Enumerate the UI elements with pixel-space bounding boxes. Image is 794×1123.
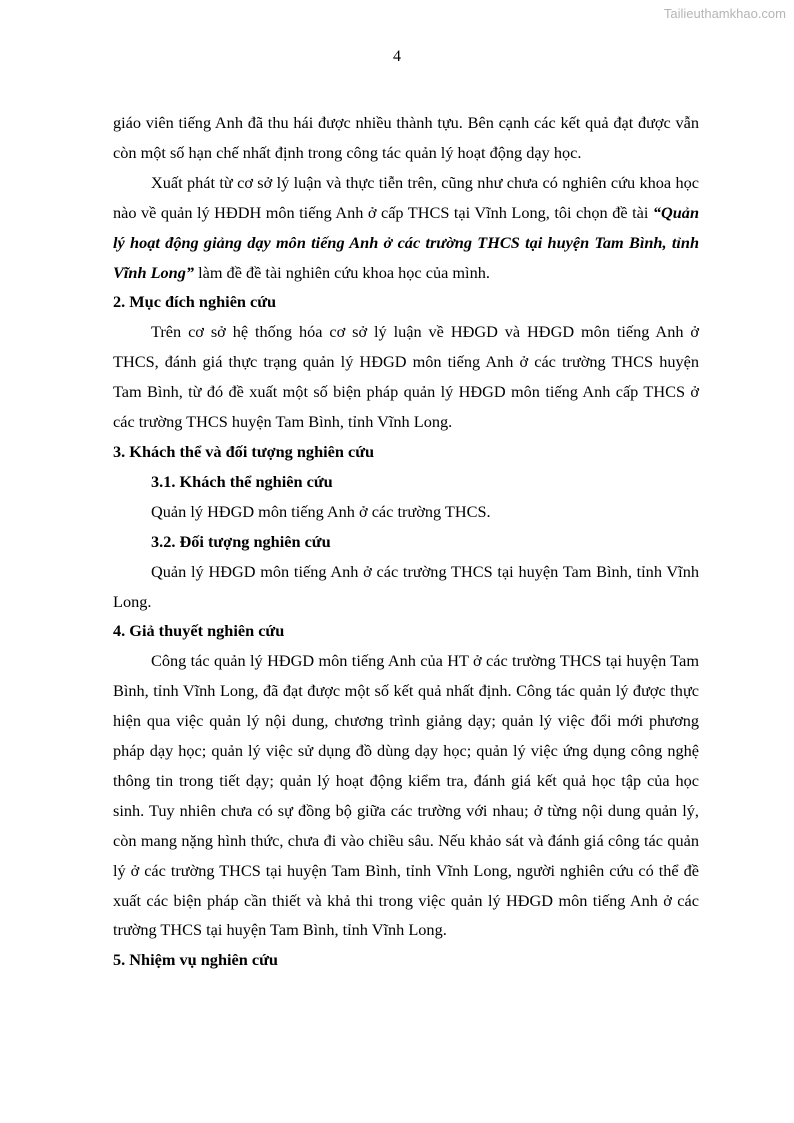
thesis-title: “Quản lý hoạt động giảng dạy môn tiếng Anh ở các trường THCS tại huyện Tam Bình, tỉnh Vĩnh Long” [113,202,699,282]
section-3-2-heading: 3.2. Đối tượng nghiên cứu [151,531,331,551]
topic-text-after: làm đề đề tài nghiên cứu khoa học của mình. [194,262,490,282]
topic-text-before: Xuất phát từ cơ sở lý luận và thực tiễn trên, cũng như chưa có nghiên cứu khoa học nào về quản lý HĐDH môn tiếng Anh ở cấp THCS tại Vĩnh Long, tôi chọn đề tài [113,172,699,222]
watermark: Tailieuthamkhao.com [663,6,786,21]
document-body [113,108,699,975]
section-2-heading: 2. Mục đích nghiên cứu [113,292,277,312]
page-number: 4 [393,48,401,65]
section-3-1-heading: 3.1. Khách thể nghiên cứu [151,471,333,491]
section-3-1-text: Quản lý HĐGD môn tiếng Anh ở các trường THCS. [151,501,491,521]
section-2-text: Trên cơ sở hệ thống hóa cơ sở lý luận về HĐGD và HĐGD môn tiếng Anh ở THCS, đánh giá thực trạng quản lý HĐGD môn tiếng Anh ở các trường THCS huyện Tam Bình, từ đó đề xuất một số biện pháp quản lý HĐGD môn tiếng Anh cấp THCS ở các trường THCS huyện Tam Bình, tỉnh Vĩnh Long. [113,322,699,432]
paragraph-topic-choice [113,168,699,288]
section-3-2-text: Quản lý HĐGD môn tiếng Anh ở các trường THCS tại huyện Tam Bình, tỉnh Vĩnh Long. [113,561,699,611]
section-5-heading: 5. Nhiệm vụ nghiên cứu [113,950,278,970]
section-4-heading: 4. Giả thuyết nghiên cứu [113,621,285,641]
paragraph-intro-continued: giáo viên tiếng Anh đã thu hái được nhiều thành tựu. Bên cạnh các kết quả đạt được vẫn còn một số hạn chế nhất định trong công tác quản lý hoạt động dạy học. [113,113,699,162]
section-4-text: Công tác quản lý HĐGD môn tiếng Anh của HT ở các trường THCS tại huyện Tam Bình, tỉnh Vĩnh Long, đã đạt được một số kết quả nhất định. Công tác quản lý được thực hiện qua việc quản lý nội dung, chương trình giảng dạy; quản lý việc đổi mới phương pháp dạy học; quản lý việc sử dụng đồ dùng dạy học; quản lý việc ứng dụng công nghệ thông tin trong tiết dạy; quản lý hoạt động kiểm tra, đánh giá kết quả học tập của học sinh. Tuy nhiên chưa có sự đồng bộ giữa các trường với nhau; ở từng nội dung quản lý, còn mang nặng hình thức, chưa đi vào chiều sâu. Nếu khảo sát và đánh giá công tác quản lý ở các trường THCS tại huyện Tam Bình, tỉnh Vĩnh Long, người nghiên cứu có thể đề xuất các biện pháp cần thiết và khả thi trong việc quản lý HĐGD môn tiếng Anh ở các trường THCS tại huyện Tam Bình, tỉnh Vĩnh Long. [113,651,699,940]
section-3-heading: 3. Khách thể và đối tượng nghiên cứu [113,441,375,461]
